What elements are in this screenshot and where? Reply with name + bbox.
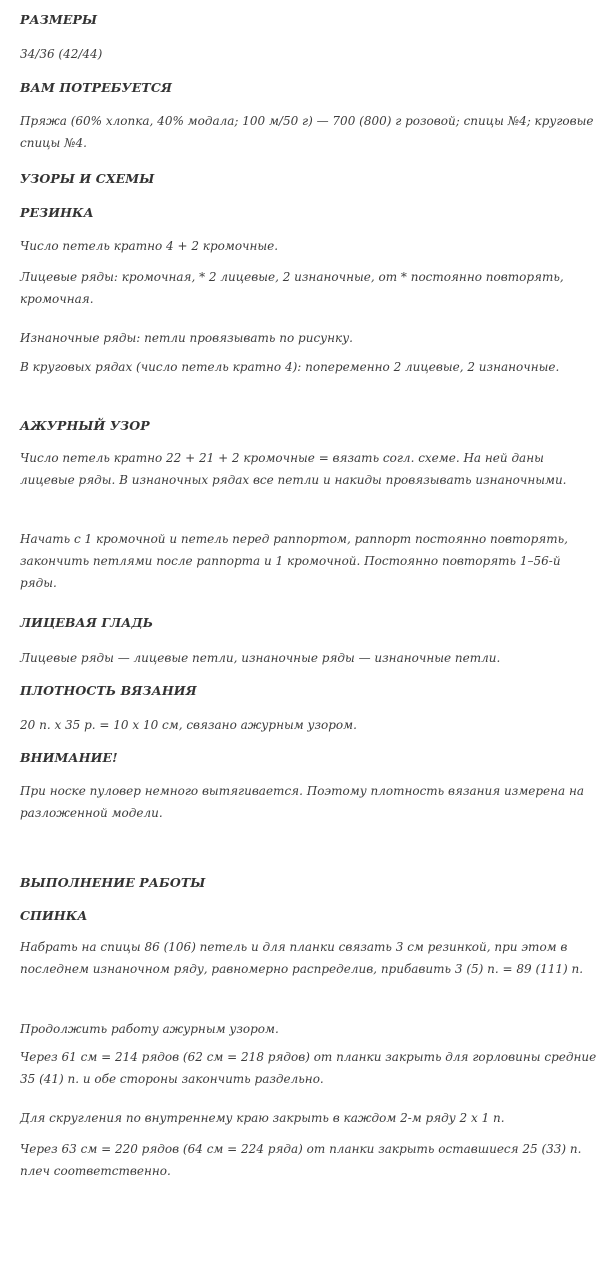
materials-text: Пряжа (60% хлопка, 40% модала; 100 м/50 г) — 700 (800) г розовой; спицы №4; круговые спицы №4. xyxy=(20,114,594,150)
materials-heading: ВАМ ПОТРЕБУЕТСЯ xyxy=(20,80,172,95)
attention-heading: ВНИМАНИЕ! xyxy=(20,750,118,765)
back-heading: СПИНКА xyxy=(20,908,88,923)
back-paragraph-3: Через 61 см = 214 рядов (62 см = 218 рядов) от планки закрыть для горловины средние 35 (41) п. и обе стороны закончить раздельно. xyxy=(20,1050,597,1086)
rib-paragraph-4: В круговых рядах (число петель кратно 4): попеременно 2 лицевые, 2 изнаночные. xyxy=(20,360,560,374)
stockinette-heading: ЛИЦЕВАЯ ГЛАДЬ xyxy=(20,615,154,630)
back-paragraph-4: Для скругления по внутреннему краю закрыть в каждом 2-м ряду 2 х 1 п. xyxy=(20,1111,505,1125)
back-paragraph-2: Продолжить работу ажурным узором. xyxy=(20,1022,279,1036)
gauge-heading: ПЛОТНОСТЬ ВЯЗАНИЯ xyxy=(20,683,197,698)
lace-paragraph-1: Число петель кратно 22 + 21 + 2 кромочные = вязать согл. схеме. На ней даны лицевые ряды. В изнаночных рядах все петли и накиды провязывать изнаночными. xyxy=(20,451,567,487)
rib-paragraph-2: Лицевые ряды: кромочная, * 2 лицевые, 2 изнаночные, от * постоянно повторять, кромочная. xyxy=(20,270,564,306)
patterns-heading: УЗОРЫ И СХЕМЫ xyxy=(20,171,155,186)
back-paragraph-1: Набрать на спицы 86 (106) петель и для планки связать 3 см резинкой, при этом в последнем изнаночном ряду, равномерно распределив, прибавить 3 (5) п. = 89 (111) п. xyxy=(20,940,584,976)
lace-paragraph-2: Начать с 1 кромочной и петель перед раппортом, раппорт постоянно повторять, закончить петлями после раппорта и 1 кромочной. Постоянно повторять 1–56-й ряды. xyxy=(20,532,568,590)
attention-paragraph: При носке пуловер немного вытягивается. Поэтому плотность вязания измерена на разложенной модели. xyxy=(20,784,585,820)
back-paragraph-5: Через 63 см = 220 рядов (64 см = 224 ряда) от планки закрыть оставшиеся 25 (33) п. плеч соответственно. xyxy=(20,1142,582,1178)
sizes-value: 34/36 (42/44) xyxy=(20,47,103,61)
rib-paragraph-3: Изнаночные ряды: петли провязывать по рисунку. xyxy=(20,331,353,345)
rib-heading: РЕЗИНКА xyxy=(20,205,94,220)
stockinette-paragraph: Лицевые ряды — лицевые петли, изнаночные ряды — изнаночные петли. xyxy=(20,651,501,665)
work-heading: ВЫПОЛНЕНИЕ РАБОТЫ xyxy=(20,875,206,890)
sizes-heading: РАЗМЕРЫ xyxy=(20,12,98,27)
lace-heading: АЖУРНЫЙ УЗОР xyxy=(20,418,150,433)
gauge-paragraph: 20 п. х 35 р. = 10 х 10 см, связано ажурным узором. xyxy=(20,718,357,732)
rib-paragraph-1: Число петель кратно 4 + 2 кромочные. xyxy=(20,239,279,253)
